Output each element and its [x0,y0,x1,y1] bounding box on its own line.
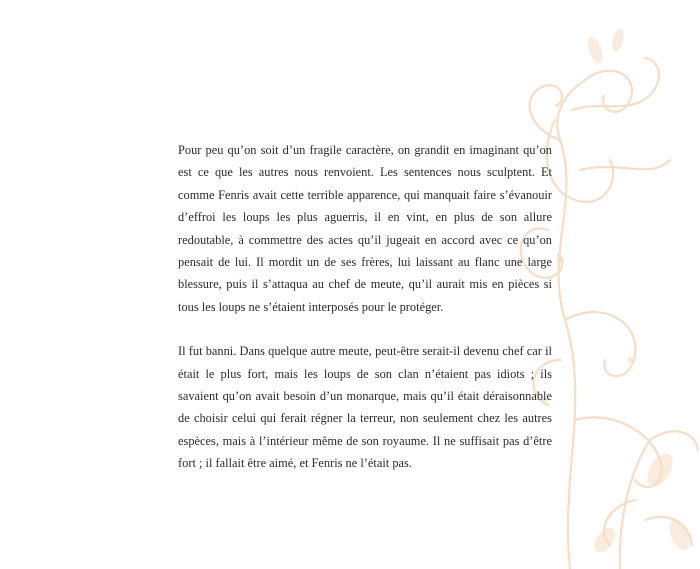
paragraph-1: Pour peu qu’on soit d’un fragile caractère, on grandit en imaginant qu’on est ce que les autres nous renvoient. Les sentences nous sculptent. Et comme Fenris avait cette terrible apparence, qui manquait faire s’évanouir d’effroi les loups les plus aguerris, il en vint, en plus de son allure redoutable, à commettre des actes qu’il jugeait en accord avec ce qu’on pensait de lui. Il mordit un de ses frères, lui laissant au flanc une large blessure, puis il s’attaqua au chef de meute, qu’il aurait mis en pièces si tous les loups ne s’étaient interposés pour le protéger. [178,143,552,314]
paragraph-2: Il fut banni. Dans quelque autre meute, peut-être serait-il devenu chef car il était le plus fort, mais les loups de son clan n’étaient pas idiots ; ils savaient qu’on avait besoin d’un monarque, mais qu’il était déraisonnable de choisir celui qui ferait régner la terreur, non seulement chez les autres espèces, mais à l’intérieur même de son royaume. Il ne suffisait pas d’être fort ; il fallait être aimé, et Fenris ne l’était pas. [178,344,552,471]
body-text [178,139,552,475]
